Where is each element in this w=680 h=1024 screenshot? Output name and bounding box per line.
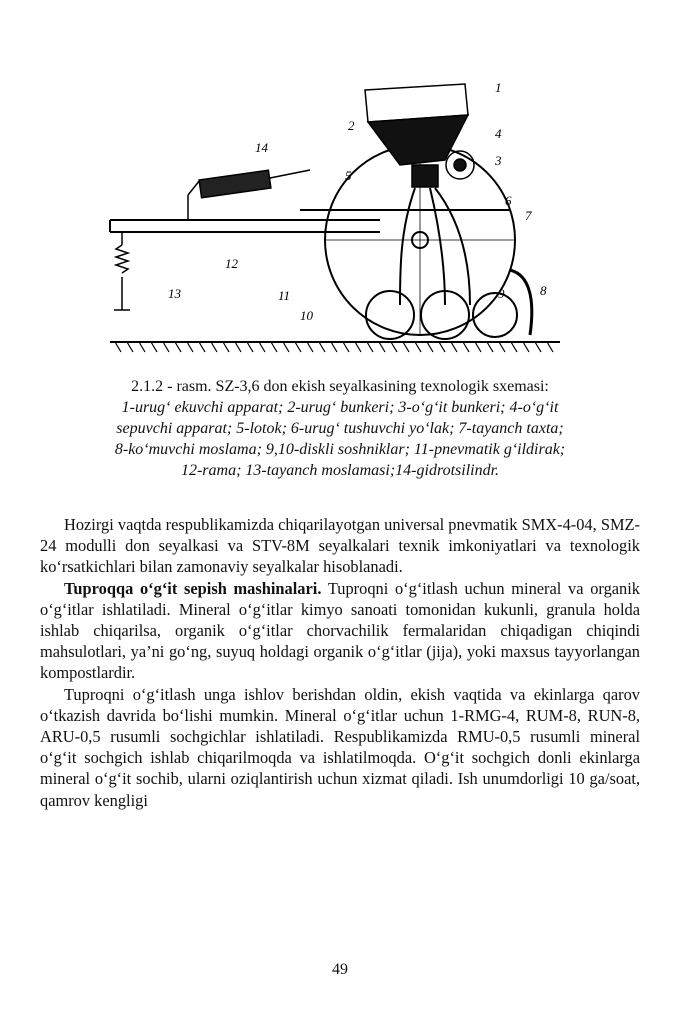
section-heading: Tuproqqa o‘g‘it sepish mashinalari.: [64, 578, 322, 598]
caption-legend-line-4: 12-rama; 13-tayanch moslamasi;14-gidrotsilindr.: [180, 462, 500, 479]
page-number: 49: [332, 961, 348, 978]
label-14: 14: [255, 140, 268, 155]
seeder-diagram: [100, 70, 570, 370]
caption-title: 2.1.2 - rasm. SZ-3,6 don ekish seyalkasining texnologik sxemasi:: [131, 378, 549, 395]
label-7: 7: [525, 208, 532, 223]
paragraph-3: Tuproqni o‘g‘itlash unga ishlov berishdan oldin, ekish vaqtida va ekinlarga qarov o‘tkazish davrida bo‘lishi mumkin. Mineral o‘g‘itlar uchun 1-RMG-4, RUM-8, RUN-8, ARU-0,5 rusumli sochgichlar ishlatiladi. Respublikamizda RMU-0,5 rusumli mineral o‘g‘it sochgich ishlab chiqarilmoqda va ishlatilmoqda. O‘g‘it sochgich donli ekinlarga mineral o‘g‘it sochib, ularni oziqlantirish uchun xizmat qiladi. Ish unumdorligi 10 ga/soat, qamrov kengligi: [40, 684, 640, 810]
seeder-schematic-svg: [100, 70, 570, 370]
paragraph-1: Hozirgi vaqtda respublikamizda chiqarilayotgan universal pnevmatik SMX-4-04, SMZ-24 modulli don seyalkasi va STV-8M seyalkalari texnik imkoniyatlari va texnologik ko‘rsatkichlari bilan zamonaviy seyalkalar hisoblanadi.: [40, 515, 640, 577]
label-11: 11: [278, 288, 291, 303]
label-12: 12: [225, 256, 238, 271]
label-9: 9: [498, 286, 505, 301]
ground-hatching: [110, 342, 560, 352]
label-8: 8: [540, 283, 547, 298]
figure-caption: [40, 376, 640, 481]
paragraph-2: [40, 578, 640, 684]
caption-legend-line-2: sepuvchi apparat; 5-lotok; 6-urug‘ tushuvchi yo‘lak; 7-tayanch taxta;: [116, 420, 564, 437]
body-text: [40, 514, 640, 811]
label-4: 4: [495, 126, 502, 141]
label-6: 6: [505, 193, 512, 208]
paragraph-2-text: Tuproqni o‘g‘itlash uchun mineral va organik o‘g‘itlar ishlatiladi. Mineral o‘g‘itlar kimyo sanoati tomonidan kukunli, granula holda ishlab chiqarilsa, organik o‘g‘itlar chorvachilik fermalaridan chiqadigan chiqindi mahsulotlari, ya’ni go‘ng, suyuq holdagi organik o‘g‘itlar (jija), yoki maxsus tayyorlangan kompostlardir.: [40, 578, 640, 683]
support-device: [114, 232, 130, 310]
caption-legend-line-3: 8-ko‘muvchi moslama; 9,10-diskli soshniklar; 11-pnevmatik g‘ildirak;: [114, 441, 566, 458]
seed-tubes: [400, 188, 470, 305]
part-labels: [168, 80, 547, 323]
label-3: 3: [495, 153, 502, 168]
hydraulic-cylinder: [188, 170, 310, 220]
label-2: 2: [348, 118, 355, 133]
label-13: 13: [168, 286, 181, 301]
fertilizer-apparatus: [446, 151, 474, 179]
label-10: 10: [300, 308, 313, 323]
label-5: 5: [345, 168, 352, 183]
label-1: 1: [495, 80, 502, 95]
hoppers: [365, 84, 468, 187]
caption-legend-line-1: 1-urug‘ ekuvchi apparat; 2-urug‘ bunkeri; 3-o‘g‘it bunkeri; 4-o‘g‘it: [121, 399, 559, 416]
